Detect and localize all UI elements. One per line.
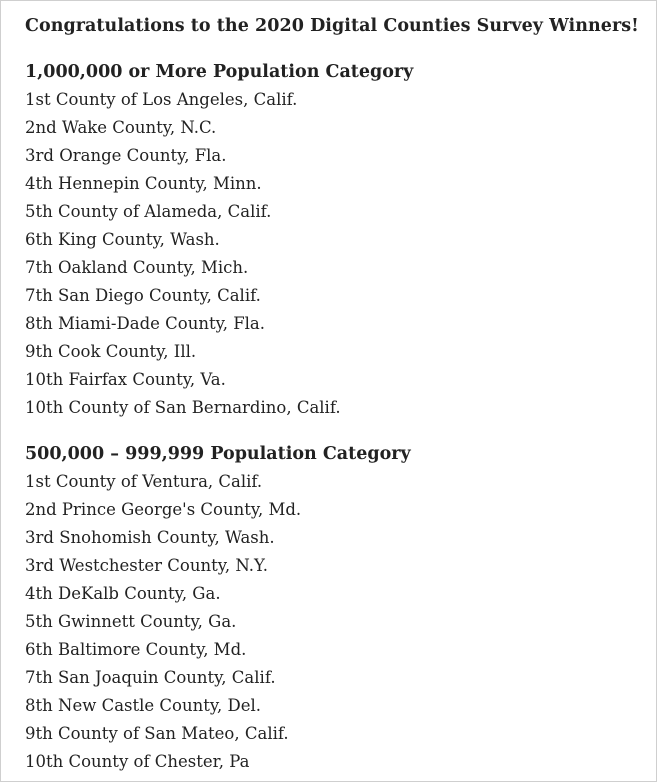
winner-item: 7th San Diego County, Calif. <box>25 286 261 305</box>
winner-item: 4th DeKalb County, Ga. <box>25 584 221 603</box>
winner-item: 2nd Prince George's County, Md. <box>25 500 302 519</box>
winner-item: 9th Cook County, Ill. <box>25 342 197 361</box>
winner-item: 3rd Westchester County, N.Y. <box>25 556 268 575</box>
winner-list <box>25 468 646 776</box>
section-heading: 1,000,000 or More Population Category <box>25 62 414 82</box>
winner-item: 4th Hennepin County, Minn. <box>25 174 262 193</box>
winner-item: 9th County of San Mateo, Calif. <box>25 724 289 743</box>
winner-item: 8th New Castle County, Del. <box>25 696 261 715</box>
winner-list <box>25 86 646 422</box>
winner-item: 8th Miami-Dade County, Fla. <box>25 314 266 333</box>
section-heading: 500,000 – 999,999 Population Category <box>25 444 411 464</box>
winner-item: 10th Fairfax County, Va. <box>25 370 226 389</box>
winner-item: 5th Gwinnett County, Ga. <box>25 612 237 631</box>
winner-item: 3rd Snohomish County, Wash. <box>25 528 275 547</box>
winner-item: 6th King County, Wash. <box>25 230 220 249</box>
page-title: Congratulations to the 2020 Digital Counties Survey Winners! <box>25 16 639 36</box>
winner-item: 6th Baltimore County, Md. <box>25 640 247 659</box>
winner-item: 7th San Joaquin County, Calif. <box>25 668 276 687</box>
article-content <box>25 12 646 776</box>
winner-item: 7th Oakland County, Mich. <box>25 258 249 277</box>
winner-item: 1st County of Ventura, Calif. <box>25 472 263 491</box>
winner-item: 10th County of Chester, Pa <box>25 752 250 771</box>
winner-item: 3rd Orange County, Fla. <box>25 146 227 165</box>
population-category-large <box>25 58 646 422</box>
winner-item: 2nd Wake County, N.C. <box>25 118 217 137</box>
winner-item: 5th County of Alameda, Calif. <box>25 202 272 221</box>
winner-item: 10th County of San Bernardino, Calif. <box>25 398 341 417</box>
winner-item: 1st County of Los Angeles, Calif. <box>25 90 298 109</box>
population-category-medium <box>25 440 646 776</box>
